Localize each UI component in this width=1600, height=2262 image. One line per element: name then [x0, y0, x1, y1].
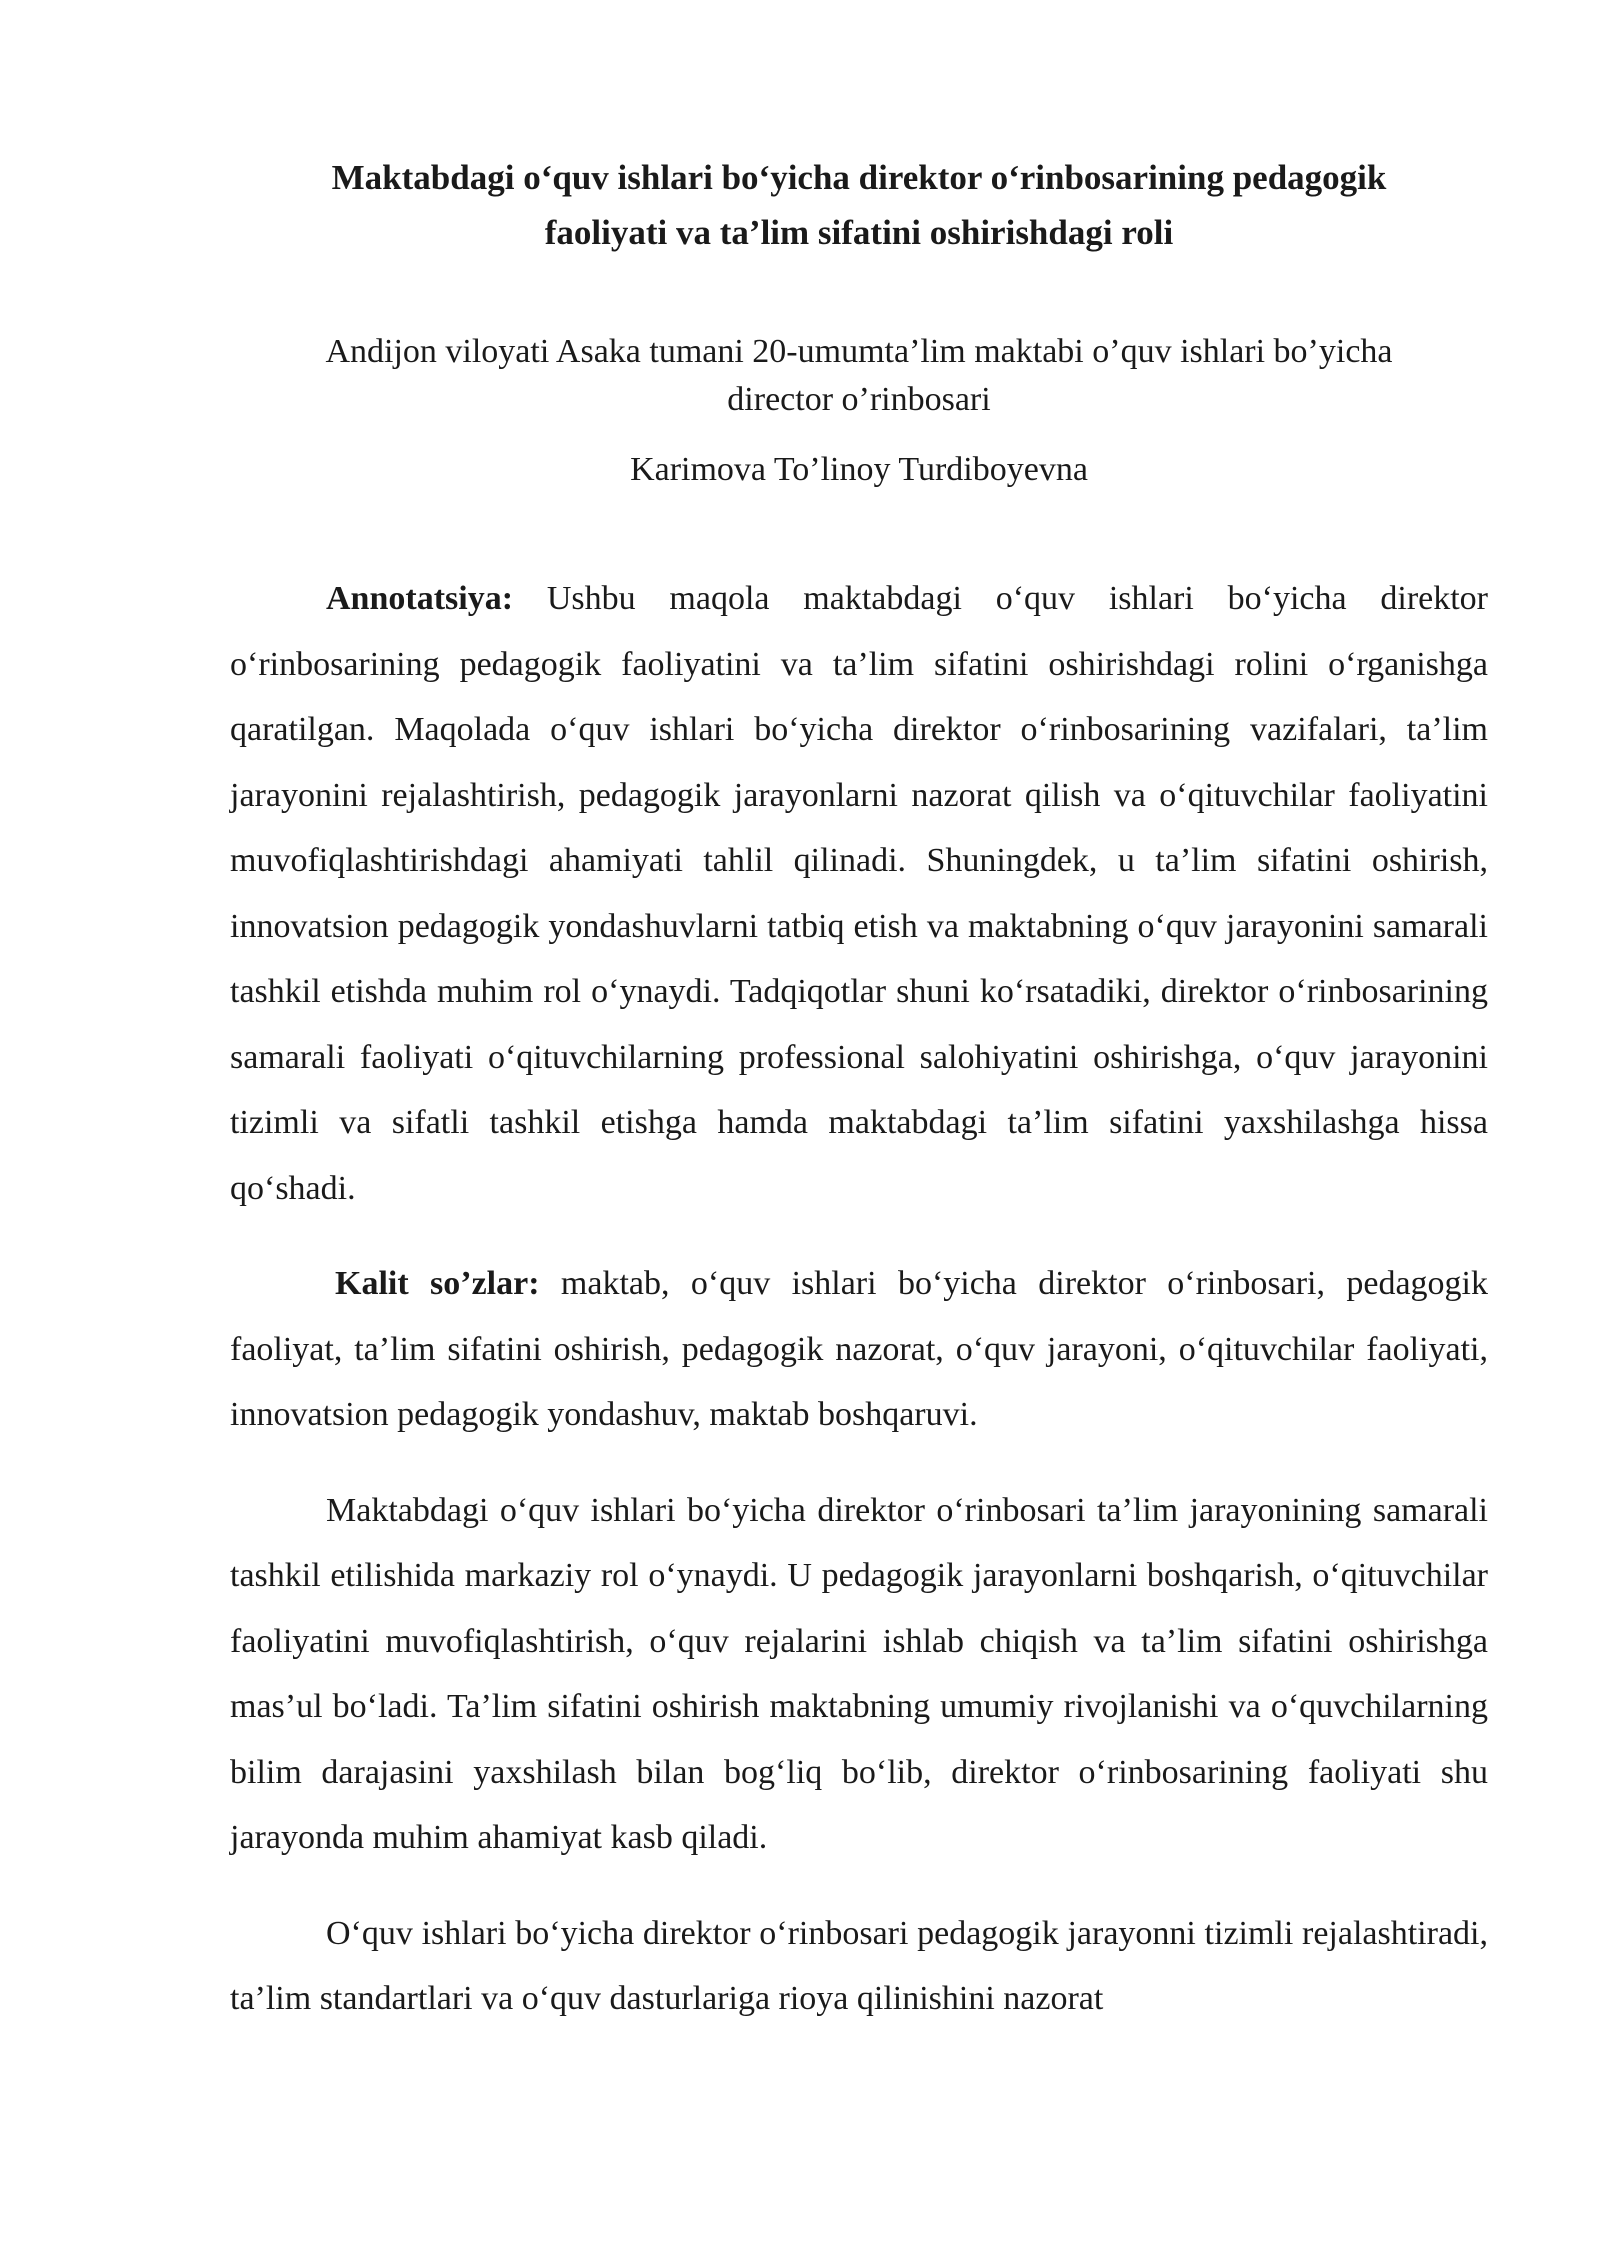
keywords-paragraph: [230, 1251, 1488, 1448]
author-affiliation: Andijon viloyati Asaka tumani 20-umumta’lim maktabi o’quv ishlari bo’yicha director o’rinbosari: [325, 333, 1393, 418]
body-paragraph: O‘quv ishlari bo‘yicha direktor o‘rinbosari pedagogik jarayonni tizimli rejalashtiradi, ta’lim standartlari va o‘quv dasturlariga rioya qilinishini nazorat: [230, 1914, 1488, 2017]
article-title: Maktabdagi o‘quv ishlari bo‘yicha direktor o‘rinbosarining pedagogik faoliyati va ta’lim sifatini oshirishdagi roli: [331, 158, 1387, 252]
body-paragraph: Maktabdagi o‘quv ishlari bo‘yicha direktor o‘rinbosari ta’lim jarayonining samarali tashkil etilishida markaziy rol o‘ynaydi. U pedagogik jarayonlarni boshqarish, o‘qituvchilar faoliyatini muvofiqlashtirish, o‘quv rejalarini ishlab chiqish va ta’lim sifatini oshirishga mas’ul bo‘ladi. Ta’lim sifatini oshirish maktabning umumiy rivojlanishi va o‘quvchilarning bilim darajasini yaxshilash bilan bog‘liq bo‘lib, direktor o‘rinbosarining faoliyati shu jarayonda muhim ahamiyat kasb qiladi.: [230, 1491, 1488, 1856]
keywords-text: maktab, o‘quv ishlari bo‘yicha direktor o‘rinbosari, pedagogik faoliyat, ta’lim sifatini oshirish, pedagogik nazorat, o‘quv jarayoni, o‘qituvchilar faoliyati, innovatsion pedagogik yondashuv, maktab boshqaruvi.: [230, 1265, 1488, 1433]
author-name: Karimova To’linoy Turdiboyevna: [630, 451, 1088, 488]
abstract-paragraph: [230, 566, 1488, 1221]
keywords-label: Kalit so’zlar:: [335, 1265, 540, 1302]
abstract-text: Ushbu maqola maktabdagi o‘quv ishlari bo‘yicha direktor o‘rinbosarining pedagogik faoliyatini va ta’lim sifatini oshirishdagi rolini o‘rganishga qaratilgan. Maqolada o‘quv ishlari bo‘yicha direktor o‘rinbosarining vazifalari, ta’lim jarayonini rejalashtirish, pedagogik jarayonlarni nazorat qilish va o‘qituvchilar faoliyatini muvofiqlashtirishdagi ahamiyati tahlil qilinadi. Shuningdek, u ta’lim sifatini oshirish, innovatsion pedagogik yondashuvlarni tatbiq etish va maktabning o‘quv jarayonini samarali tashkil etishda muhim rol o‘ynaydi. Tadqiqotlar shuni ko‘rsatadiki, direktor o‘rinbosarining samarali faoliyati o‘qituvchilarning professional salohiyatini oshirishga, o‘quv jarayonini tizimli va sifatli tashkil etishga hamda maktabdagi ta’lim sifatini yaxshilashga hissa qo‘shadi.: [230, 580, 1488, 1207]
abstract-label: Annotatsiya:: [326, 580, 514, 617]
document-content: [230, 150, 1488, 2062]
